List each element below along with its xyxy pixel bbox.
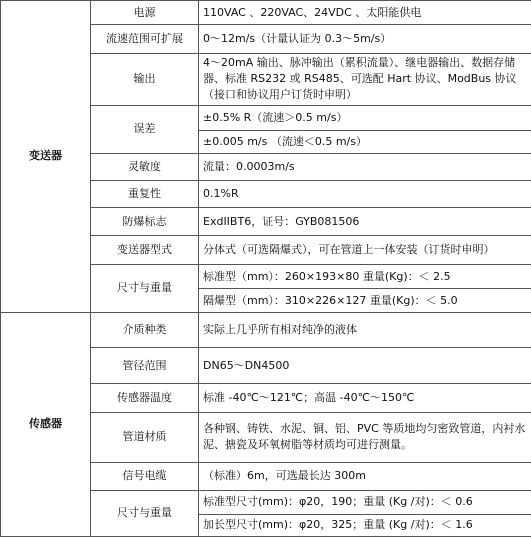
param-value: 0～12m/s（计量认证为 0.3～5m/s） xyxy=(199,25,531,53)
param-value: 标准 -40℃～121℃；高温 -40℃～150℃ xyxy=(199,384,531,412)
param-name: 电源 xyxy=(91,1,199,25)
param-name: 防爆标志 xyxy=(91,208,199,235)
param-value: 4～20mA 输出、脉冲输出（累积流量）、继电器输出、数据存储器、标准 RS232 或 RS485、可选配 Hart 协议、ModBus 协议（接口和协议用户订货时申明） xyxy=(199,53,531,106)
param-name: 流速范围可扩展 xyxy=(91,25,199,53)
param-value: ±0.5% R（流速＞0.5 m/s） xyxy=(199,106,531,130)
param-name: 误差 xyxy=(91,106,199,153)
param-value: 加长型尺寸(mm)：φ20，325；重量 (Kg /对)：＜ 1.6 xyxy=(199,514,531,536)
table-row xyxy=(1,312,531,348)
param-value: DN65～DN4500 xyxy=(199,348,531,384)
param-name: 信号电缆 xyxy=(91,463,199,490)
group-label: 传感器 xyxy=(1,312,91,536)
param-value: 0.1%R xyxy=(199,181,531,208)
param-name: 重复性 xyxy=(91,181,199,208)
param-value: 隔爆型（mm）：310×226×127 重量(Kg)：＜ 5.0 xyxy=(199,289,531,312)
param-value: 各种钢、铸铁、水泥、铜、铝、PVC 等质地均匀密致管道，内衬水泥、搪瓷及环氧树脂等材质均可进行测量。 xyxy=(199,412,531,463)
param-name: 变送器型式 xyxy=(91,235,199,264)
param-value: 标准型尺寸(mm)：φ20，190；重量 (Kg /对)：＜ 0.6 xyxy=(199,490,531,514)
param-name: 管径范围 xyxy=(91,348,199,384)
param-value: 标准型（mm）：260×193×80 重量(Kg)：＜ 2.5 xyxy=(199,265,531,289)
param-name: 尺寸与重量 xyxy=(91,265,199,312)
param-name: 传感器温度 xyxy=(91,384,199,412)
spec-table-body xyxy=(1,1,531,537)
param-value: 流量：0.0003m/s xyxy=(199,153,531,180)
param-value: 110VAC 、220VAC、24VDC 、太阳能供电 xyxy=(199,1,531,25)
param-name: 灵敏度 xyxy=(91,153,199,180)
param-value: ±0.005 m/s （流速＜0.5 m/s） xyxy=(199,130,531,153)
param-value: 实际上几乎所有相对纯净的液体 xyxy=(199,312,531,348)
group-label: 变送器 xyxy=(1,1,91,313)
param-value: （标准）6m，可选最长达 300m xyxy=(199,463,531,490)
param-name: 介质种类 xyxy=(91,312,199,348)
table-row xyxy=(1,1,531,25)
param-name: 管道材质 xyxy=(91,412,199,463)
param-name: 输出 xyxy=(91,53,199,106)
param-value: ExdIIBT6，证号：GYB081506 xyxy=(199,208,531,235)
param-name: 尺寸与重量 xyxy=(91,490,199,536)
param-value: 分体式（可选隔爆式），可在管道上一体安装（订货时申明） xyxy=(199,235,531,264)
